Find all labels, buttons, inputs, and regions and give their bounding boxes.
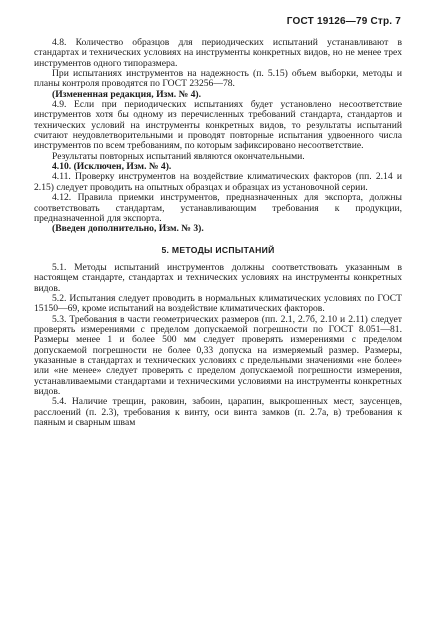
paragraph-5-1: 5.1. Методы испытаний инструментов должны соответствовать указанным в настоящем стандарте, стандартах и технических условиях на инструменты конкретных видов. bbox=[34, 261, 402, 294]
paragraph-5-3: 5.3. Требования в части геометрических размеров (пп. 2.1, 2.7б, 2.10 и 2.11) следует проверять измерениями с пределом допускаемой погрешности по ГОСТ 8.051—81. Размеры менее 1 и более 500 мм следует проверять измерениями с пределом допускаемой погрешности не более 0,33 допуска на измеряемый размер. Размеры, указанные в стандартах и технических условиях с предельными значениями «не более» или «не менее» следует проверять с пределом допускаемой погрешности измерения, устанавливаемыми стандартами и техническими условиями на инструменты конкретных видов. bbox=[34, 313, 402, 397]
amendment-note: (Измененная редакция, Изм. № 4). bbox=[52, 88, 202, 100]
paragraph-4-9: 4.9. Если при периодических испытаниях будет установлено несоответствие инструментов хотя бы одному из перечисленных требований стандарта, стандартов и технических условий на инструменты конкретных видов, то результаты испытаний считают неудовлетворительными и проводят повторные испытания удвоенного числа инструментов по всем требованиям, по которым зафиксировано несоответствие. bbox=[34, 99, 402, 152]
paragraph-4-8: 4.8. Количество образцов для периодических испытаний устанавливают в стандартах и технических условиях на инструменты конкретных видов, но не менее трех инструментов одного типоразмера. bbox=[34, 37, 402, 69]
paragraph-4-11: 4.11. Проверку инструментов на воздействие климатических факторов (пп. 2.14 и 2.15) следует проводить на опытных образцах и образцах из установочной серии. bbox=[34, 171, 402, 193]
paragraph-reliability: При испытаниях инструментов на надежность (п. 5.15) объем выборки, методы и планы контроля проводятся по ГОСТ 23256—78. bbox=[34, 68, 402, 90]
addition-note: (Введен дополнительно, Изм. № 3). bbox=[52, 223, 204, 235]
paragraph-results: Результаты повторных испытаний являются окончательными. bbox=[52, 150, 305, 162]
page-body bbox=[34, 38, 402, 428]
paragraph-4-12: 4.12. Правила приемки инструментов, предназначенных для экспорта, должны соответствовать стандартам, устанавливающим требования к продукции, предназначенной для экспорта. bbox=[34, 192, 402, 224]
paragraph-5-2: 5.2. Испытания следует проводить в нормальных климатических условиях по ГОСТ 15150—69, кроме испытаний на воздействие климатических факторов. bbox=[34, 292, 402, 315]
paragraph-4-10: 4.10. (Исключен, Изм. № 4). bbox=[52, 161, 172, 173]
section-title: 5. МЕТОДЫ ИСПЫТАНИЙ bbox=[161, 244, 275, 255]
page-header: ГОСТ 19126—79 Стр. 7 bbox=[286, 16, 401, 27]
paragraph-5-4: 5.4. Наличие трещин, раковин, забоин, царапин, выкрошенных мест, заусенцев, расслоений (п. 2.3), требования к винту, оси винта замков (п. 2.7а, в) требования к паяным и сварным швам bbox=[34, 396, 402, 429]
